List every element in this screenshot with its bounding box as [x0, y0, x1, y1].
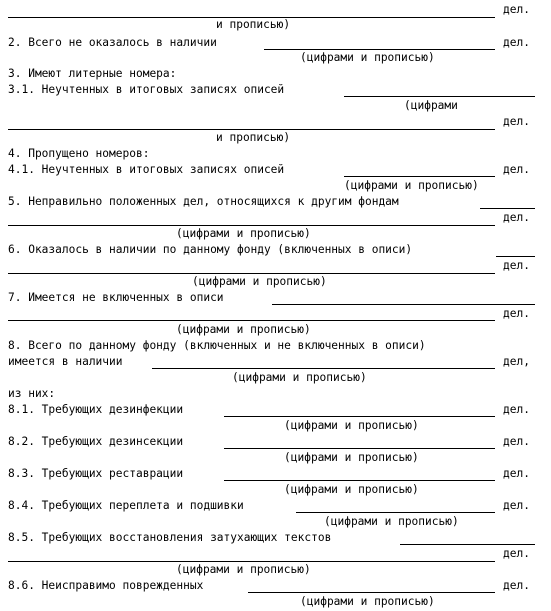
item-7-label: 7. Имеется не включенных в описи [8, 291, 224, 304]
blank-line [496, 256, 535, 257]
hint-text: и прописью) [216, 18, 291, 31]
blank-line [296, 512, 495, 513]
item-3-1-label: 3.1. Неучтенных в итоговых записях описей [8, 83, 285, 96]
hint-text: (цифрами и прописью) [176, 563, 311, 576]
item-2-label: 2. Всего не оказалось в наличии [8, 36, 217, 49]
hint-text: (цифрами и прописью) [300, 595, 435, 608]
unit-label: дел. [503, 467, 530, 480]
hint-text: (цифрами и прописью) [176, 227, 311, 240]
item-8-5-label: 8.5. Требующих восстановления затухающих текстов [8, 531, 332, 544]
hint-text: (цифрами и прописью) [284, 483, 419, 496]
unit-label: дел. [503, 163, 530, 176]
blank-line [272, 304, 535, 305]
item-4-label: 4. Пропущено номеров: [8, 147, 150, 160]
hint-text: (цифрами и прописью) [344, 179, 479, 192]
unit-label: дел. [503, 115, 530, 128]
item-5-label: 5. Неправильно положенных дел, относящихся к другим фондам [8, 195, 399, 208]
blank-line [224, 480, 495, 481]
unit-label: дел. [503, 36, 530, 49]
unit-label: дел, [503, 355, 530, 368]
hint-text: (цифрами и прописью) [284, 451, 419, 464]
unit-label: дел. [503, 499, 530, 512]
blank-line [344, 96, 535, 97]
unit-label: дел. [503, 547, 530, 560]
blank-line [248, 592, 495, 593]
blank-line [400, 544, 535, 545]
hint-text: (цифрами и прописью) [284, 419, 419, 432]
hint-text: (цифрами и прописью) [324, 515, 459, 528]
item-8-2-label: 8.2. Требующих дезинсекции [8, 435, 184, 448]
hint-text: (цифрами и прописью) [300, 51, 435, 64]
blank-line [344, 176, 495, 177]
unit-label: дел. [503, 307, 530, 320]
hint-text: и прописью) [216, 131, 291, 144]
unit-label: дел. [503, 3, 530, 16]
item-8-label: 8. Всего по данному фонду (включенных и не включенных в описи) [8, 339, 426, 352]
item-8-label-cont: имеется в наличии [8, 355, 123, 368]
blank-line [224, 416, 495, 417]
unit-label: дел. [503, 579, 530, 592]
blank-line [8, 320, 495, 321]
item-8-3-label: 8.3. Требующих реставрации [8, 467, 184, 480]
blank-line [480, 208, 535, 209]
unit-label: дел. [503, 211, 530, 224]
item-3-label: 3. Имеют литерные номера: [8, 67, 177, 80]
of-them-label: из них: [8, 387, 56, 400]
unit-label: дел. [503, 435, 530, 448]
item-8-1-label: 8.1. Требующих дезинфекции [8, 403, 184, 416]
unit-label: дел. [503, 259, 530, 272]
item-8-6-label: 8.6. Неисправимо поврежденных [8, 579, 204, 592]
unit-label: дел. [503, 403, 530, 416]
item-4-1-label: 4.1. Неучтенных в итоговых записях описей [8, 163, 285, 176]
hint-text: (цифрами и прописью) [192, 275, 327, 288]
hint-text: (цифрами и прописью) [232, 371, 367, 384]
hint-text: (цифрами и прописью) [176, 323, 311, 336]
blank-line [224, 448, 495, 449]
item-6-label: 6. Оказалось в наличии по данному фонду (включенных в описи) [8, 243, 413, 256]
hint-text: (цифрами [404, 99, 458, 112]
blank-line [152, 368, 495, 369]
item-8-4-label: 8.4. Требующих переплета и подшивки [8, 499, 244, 512]
